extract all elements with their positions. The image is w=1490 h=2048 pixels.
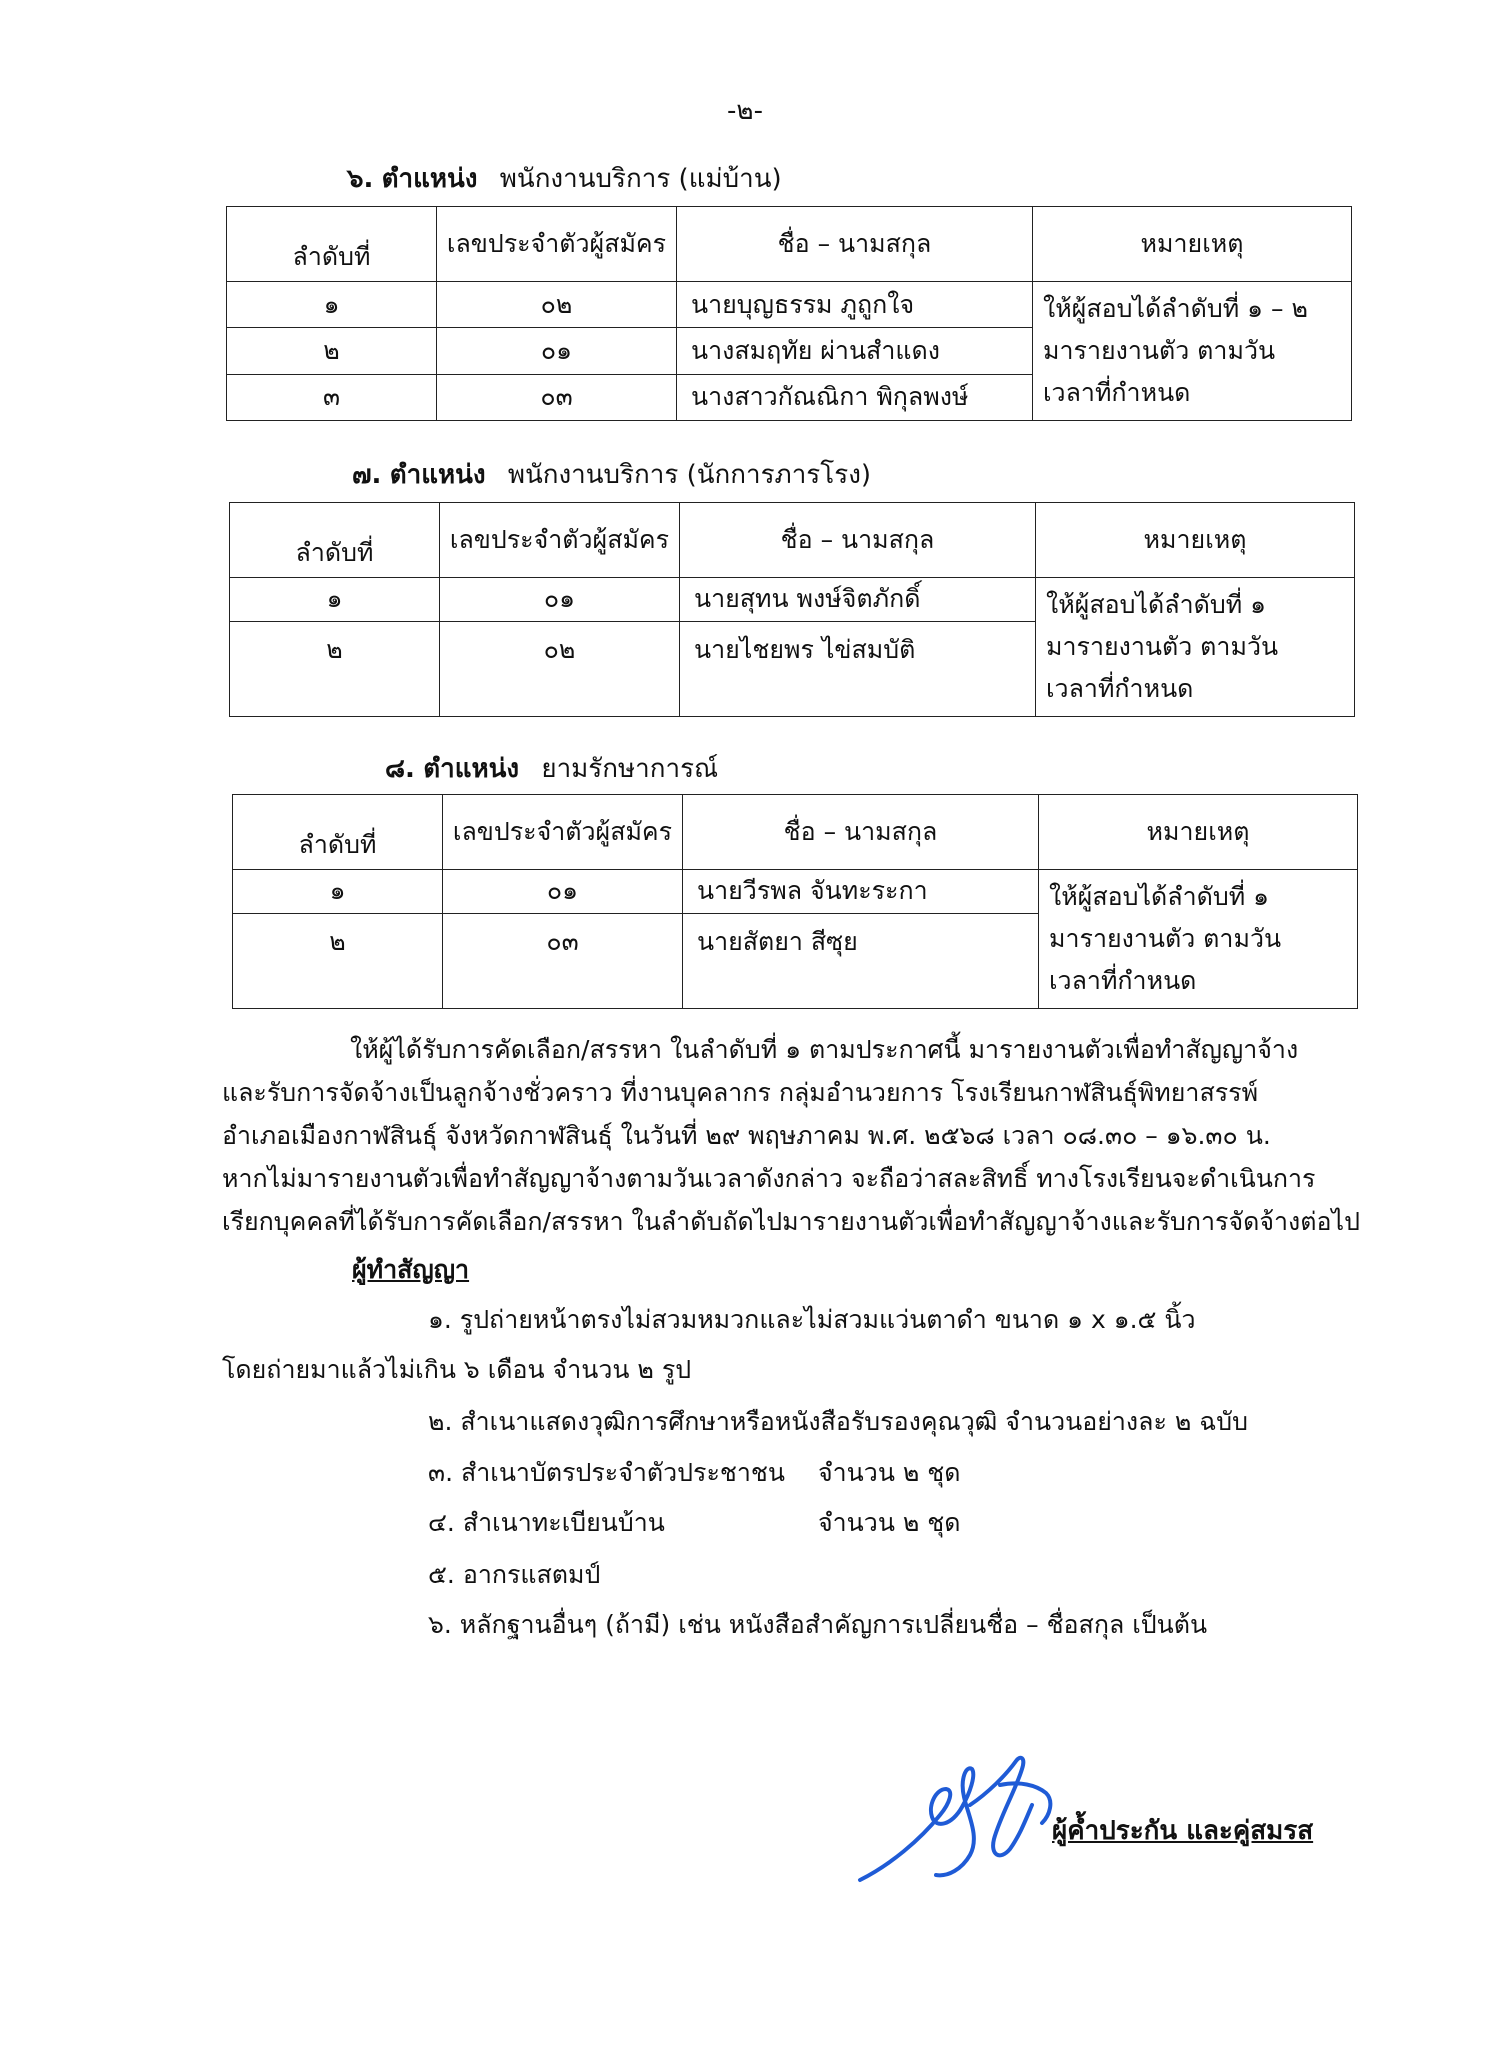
requirement-item-1: ๑. รูปถ่ายหน้าตรงไม่สวมหมวกและไม่สวมแว่นตาดำ ขนาด ๑ x ๑.๕ นิ้ว	[428, 1305, 1196, 1334]
name-cell: นางสมฤทัย ผ่านสำแดง	[677, 328, 1033, 374]
applicant-cell: ๐๑	[443, 870, 683, 914]
requirement-item-4: ๔. สำเนาทะเบียนบ้าน	[428, 1508, 665, 1537]
seq-cell: ๒	[227, 328, 437, 374]
requirement-item-4-qty: จำนวน ๒ ชุด	[818, 1508, 961, 1537]
seq-cell: ๓	[227, 374, 437, 420]
section-number: ๘.	[385, 754, 415, 784]
remark-cell	[1036, 578, 1355, 717]
paragraph-line: เรียกบุคคลที่ได้รับการคัดเลือก/สรรหา ในลำดับถัดไปมารายงานตัวเพื่อทำสัญญาจ้างและรับการจัดจ้างต่อไป	[222, 1207, 1360, 1236]
name-cell: นายสัตยา สีซุย	[683, 913, 1039, 1008]
applicant-cell: ๐๑	[440, 578, 680, 622]
applicant-cell: ๐๒	[437, 282, 677, 328]
seq-cell: ๑	[227, 282, 437, 328]
col-seq-header: ลำดับที่	[233, 795, 443, 870]
roster-table-7	[229, 502, 1355, 717]
col-applicant-header: เลขประจำตัวผู้สมัคร	[437, 207, 677, 282]
col-remark-header: หมายเหตุ	[1039, 795, 1358, 870]
paragraph-line: ให้ผู้ได้รับการคัดเลือก/สรรหา ในลำดับที่ ๑ ตามประกาศนี้ มารายงานตัวเพื่อทำสัญญาจ้าง	[350, 1035, 1299, 1064]
name-cell: นายสุทน พงษ์จิตภักดิ์	[680, 578, 1036, 622]
remark-cell	[1039, 870, 1358, 1009]
applicant-cell: ๐๒	[440, 621, 680, 716]
section-title: ตำแหน่ง	[381, 164, 478, 194]
col-applicant-header: เลขประจำตัวผู้สมัคร	[440, 503, 680, 578]
col-name-header: ชื่อ – นามสกุล	[680, 503, 1036, 578]
section-number: ๗.	[352, 460, 382, 490]
paragraph-line: อำเภอเมืองกาฬสินธุ์ จังหวัดกาฬสินธุ์ ในวันที่ ๒๙ พฤษภาคม พ.ศ. ๒๕๖๘ เวลา ๐๘.๓๐ – ๑๖.๓๐ น.	[222, 1121, 1271, 1150]
section-title: ตำแหน่ง	[423, 754, 520, 784]
section-title: ตำแหน่ง	[389, 460, 486, 490]
remark-line: มารายงานตัว ตามวัน	[1043, 336, 1276, 365]
section-position: พนักงานบริการ (นักการภารโรง)	[507, 460, 872, 490]
seq-cell: ๑	[233, 870, 443, 914]
name-cell: นายบุญธรรม ภูถูกใจ	[677, 282, 1033, 328]
section-heading-8	[385, 748, 718, 789]
remark-line: ให้ผู้สอบได้ลำดับที่ ๑	[1049, 882, 1270, 911]
signature-caption: ผู้ค้ำประกัน และคู่สมรส	[1052, 1816, 1314, 1846]
seq-cell: ๒	[233, 913, 443, 1008]
remark-line: เวลาที่กำหนด	[1043, 378, 1191, 407]
name-cell: นายไชยพร ไข่สมบัติ	[680, 621, 1036, 716]
remark-cell	[1033, 282, 1352, 421]
remark-line: มารายงานตัว ตามวัน	[1049, 924, 1282, 953]
seq-cell: ๑	[230, 578, 440, 622]
col-seq-header: ลำดับที่	[227, 207, 437, 282]
requirement-item-3: ๓. สำเนาบัตรประจำตัวประชาชน	[428, 1458, 785, 1487]
requirement-item-6: ๖. หลักฐานอื่นๆ (ถ้ามี) เช่น หนังสือสำคัญการเปลี่ยนชื่อ – ชื่อสกุล เป็นต้น	[428, 1610, 1208, 1639]
table-row	[230, 578, 1355, 622]
applicant-cell: ๐๓	[437, 374, 677, 420]
section-heading-6	[347, 158, 782, 199]
remark-line: ให้ผู้สอบได้ลำดับที่ ๑	[1046, 590, 1267, 619]
remark-line: เวลาที่กำหนด	[1049, 966, 1197, 995]
table-row	[233, 870, 1358, 914]
section-heading-7	[352, 454, 871, 495]
col-applicant-header: เลขประจำตัวผู้สมัคร	[443, 795, 683, 870]
section-position: ยามรักษาการณ์	[541, 754, 719, 784]
page-number: -๒-	[727, 96, 763, 126]
applicant-cell: ๐๑	[437, 328, 677, 374]
announcement-paragraph	[222, 1028, 1360, 1243]
col-seq-header: ลำดับที่	[230, 503, 440, 578]
remark-line: มารายงานตัว ตามวัน	[1046, 632, 1279, 661]
remark-line: เวลาที่กำหนด	[1046, 674, 1194, 703]
col-remark-header: หมายเหตุ	[1033, 207, 1352, 282]
requirement-item-3-qty: จำนวน ๒ ชุด	[818, 1458, 961, 1487]
section-number: ๖.	[347, 164, 374, 194]
applicant-cell: ๐๓	[443, 913, 683, 1008]
requirement-item-2: ๒. สำเนาแสดงวุฒิการศึกษาหรือหนังสือรับรองคุณวุฒิ จำนวนอย่างละ ๒ ฉบับ	[428, 1407, 1249, 1436]
remark-line: ให้ผู้สอบได้ลำดับที่ ๑ – ๒	[1043, 294, 1308, 323]
table-row	[227, 282, 1352, 328]
col-remark-header: หมายเหตุ	[1036, 503, 1355, 578]
name-cell: นายวีรพล จันทะระกา	[683, 870, 1039, 914]
paragraph-line: และรับการจัดจ้างเป็นลูกจ้างชั่วคราว ที่งานบุคลากร กลุ่มอำนวยการ โรงเรียนกาฬสินธุ์พิทยาสรรพ์	[222, 1078, 1259, 1107]
paragraph-line: หากไม่มารายงานตัวเพื่อทำสัญญาจ้างตามวันเวลาดังกล่าว จะถือว่าสละสิทธิ์ ทางโรงเรียนจะดำเนินการ	[222, 1164, 1316, 1193]
requirement-item-1-cont: โดยถ่ายมาแล้วไม่เกิน ๖ เดือน จำนวน ๒ รูป	[222, 1355, 692, 1384]
contract-party-heading: ผู้ทำสัญญา	[352, 1255, 470, 1284]
seq-cell: ๒	[230, 621, 440, 716]
name-cell: นางสาวกัณณิกา พิกุลพงษ์	[677, 374, 1033, 420]
roster-table-6	[226, 206, 1352, 421]
col-name-header: ชื่อ – นามสกุล	[677, 207, 1033, 282]
section-position: พนักงานบริการ (แม่บ้าน)	[499, 164, 782, 194]
roster-table-8	[232, 794, 1358, 1009]
requirement-item-5: ๕. อากรแสตมป์	[428, 1560, 601, 1589]
col-name-header: ชื่อ – นามสกุล	[683, 795, 1039, 870]
